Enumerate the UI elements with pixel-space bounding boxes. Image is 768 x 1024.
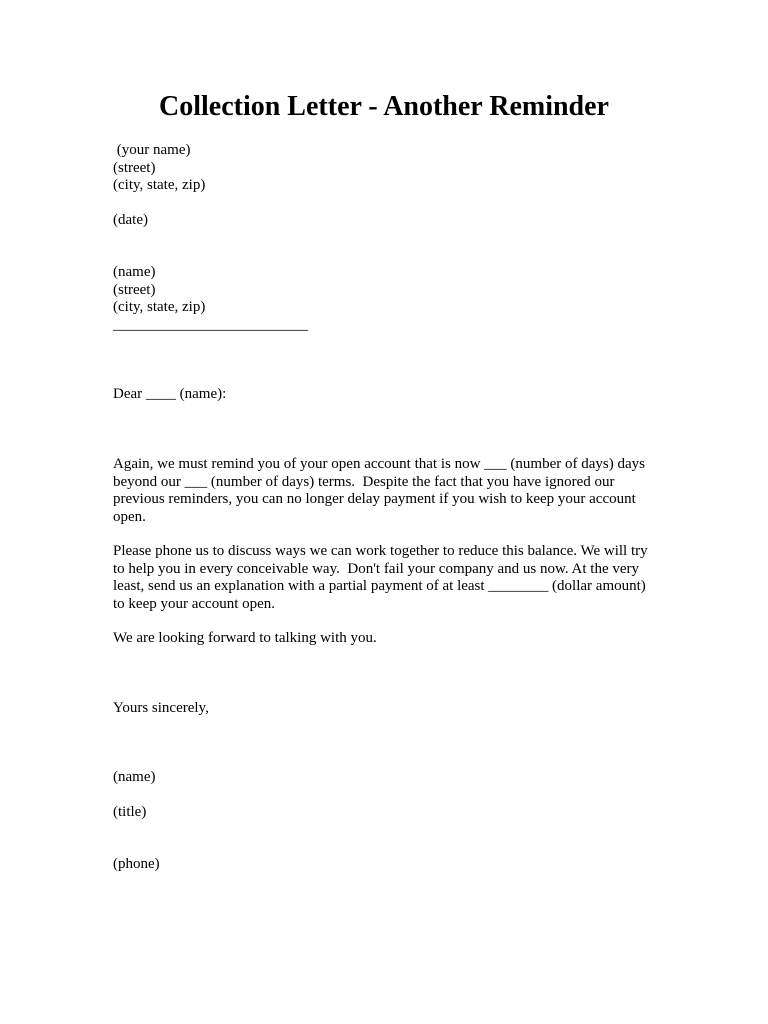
sender-street: (street) [113, 159, 156, 176]
paragraph-line: beyond our ___ (number of days) terms. Despite the fact that you have ignored our [113, 473, 615, 490]
recipient-name: (name) [113, 264, 156, 280]
paragraph-line: least, send us an explanation with a partial payment of at least ________ (dollar amount) [113, 578, 646, 594]
paragraph-line: open. [113, 508, 146, 525]
sender-city: (city, state, zip) [113, 177, 206, 193]
recipient-city: (city, state, zip) [113, 299, 206, 315]
paragraph-line: previous reminders, you can no longer delay payment if you wish to keep your account [113, 491, 636, 507]
recipient-rule: __________________________ [113, 316, 308, 333]
sender-name: (your name) [113, 142, 191, 158]
letter-date: (date) [113, 212, 148, 228]
paragraph-reminder [113, 456, 673, 526]
signature-title: (title) [113, 804, 147, 820]
signature-phone: (phone) [113, 856, 160, 872]
closing: Yours sincerely, [113, 700, 209, 716]
paragraph-closing-note: We are looking forward to talking with you. [113, 630, 377, 646]
paragraph-line: to help you in every conceivable way. Don't fail your company and us now. At the very [113, 560, 640, 577]
paragraph-line: Please phone us to discuss ways we can work together to reduce this balance. We will try [113, 543, 648, 559]
paragraph-request [113, 543, 673, 613]
recipient-street: (street) [113, 281, 156, 298]
paragraph-line: Again, we must remind you of your open account that is now ___ (number of days) days [113, 456, 645, 472]
document-title: Collection Letter - Another Reminder [159, 91, 609, 122]
salutation: Dear ____ (name): [113, 386, 227, 402]
signature-name: (name) [113, 769, 156, 785]
paragraph-line: to keep your account open. [113, 595, 276, 612]
